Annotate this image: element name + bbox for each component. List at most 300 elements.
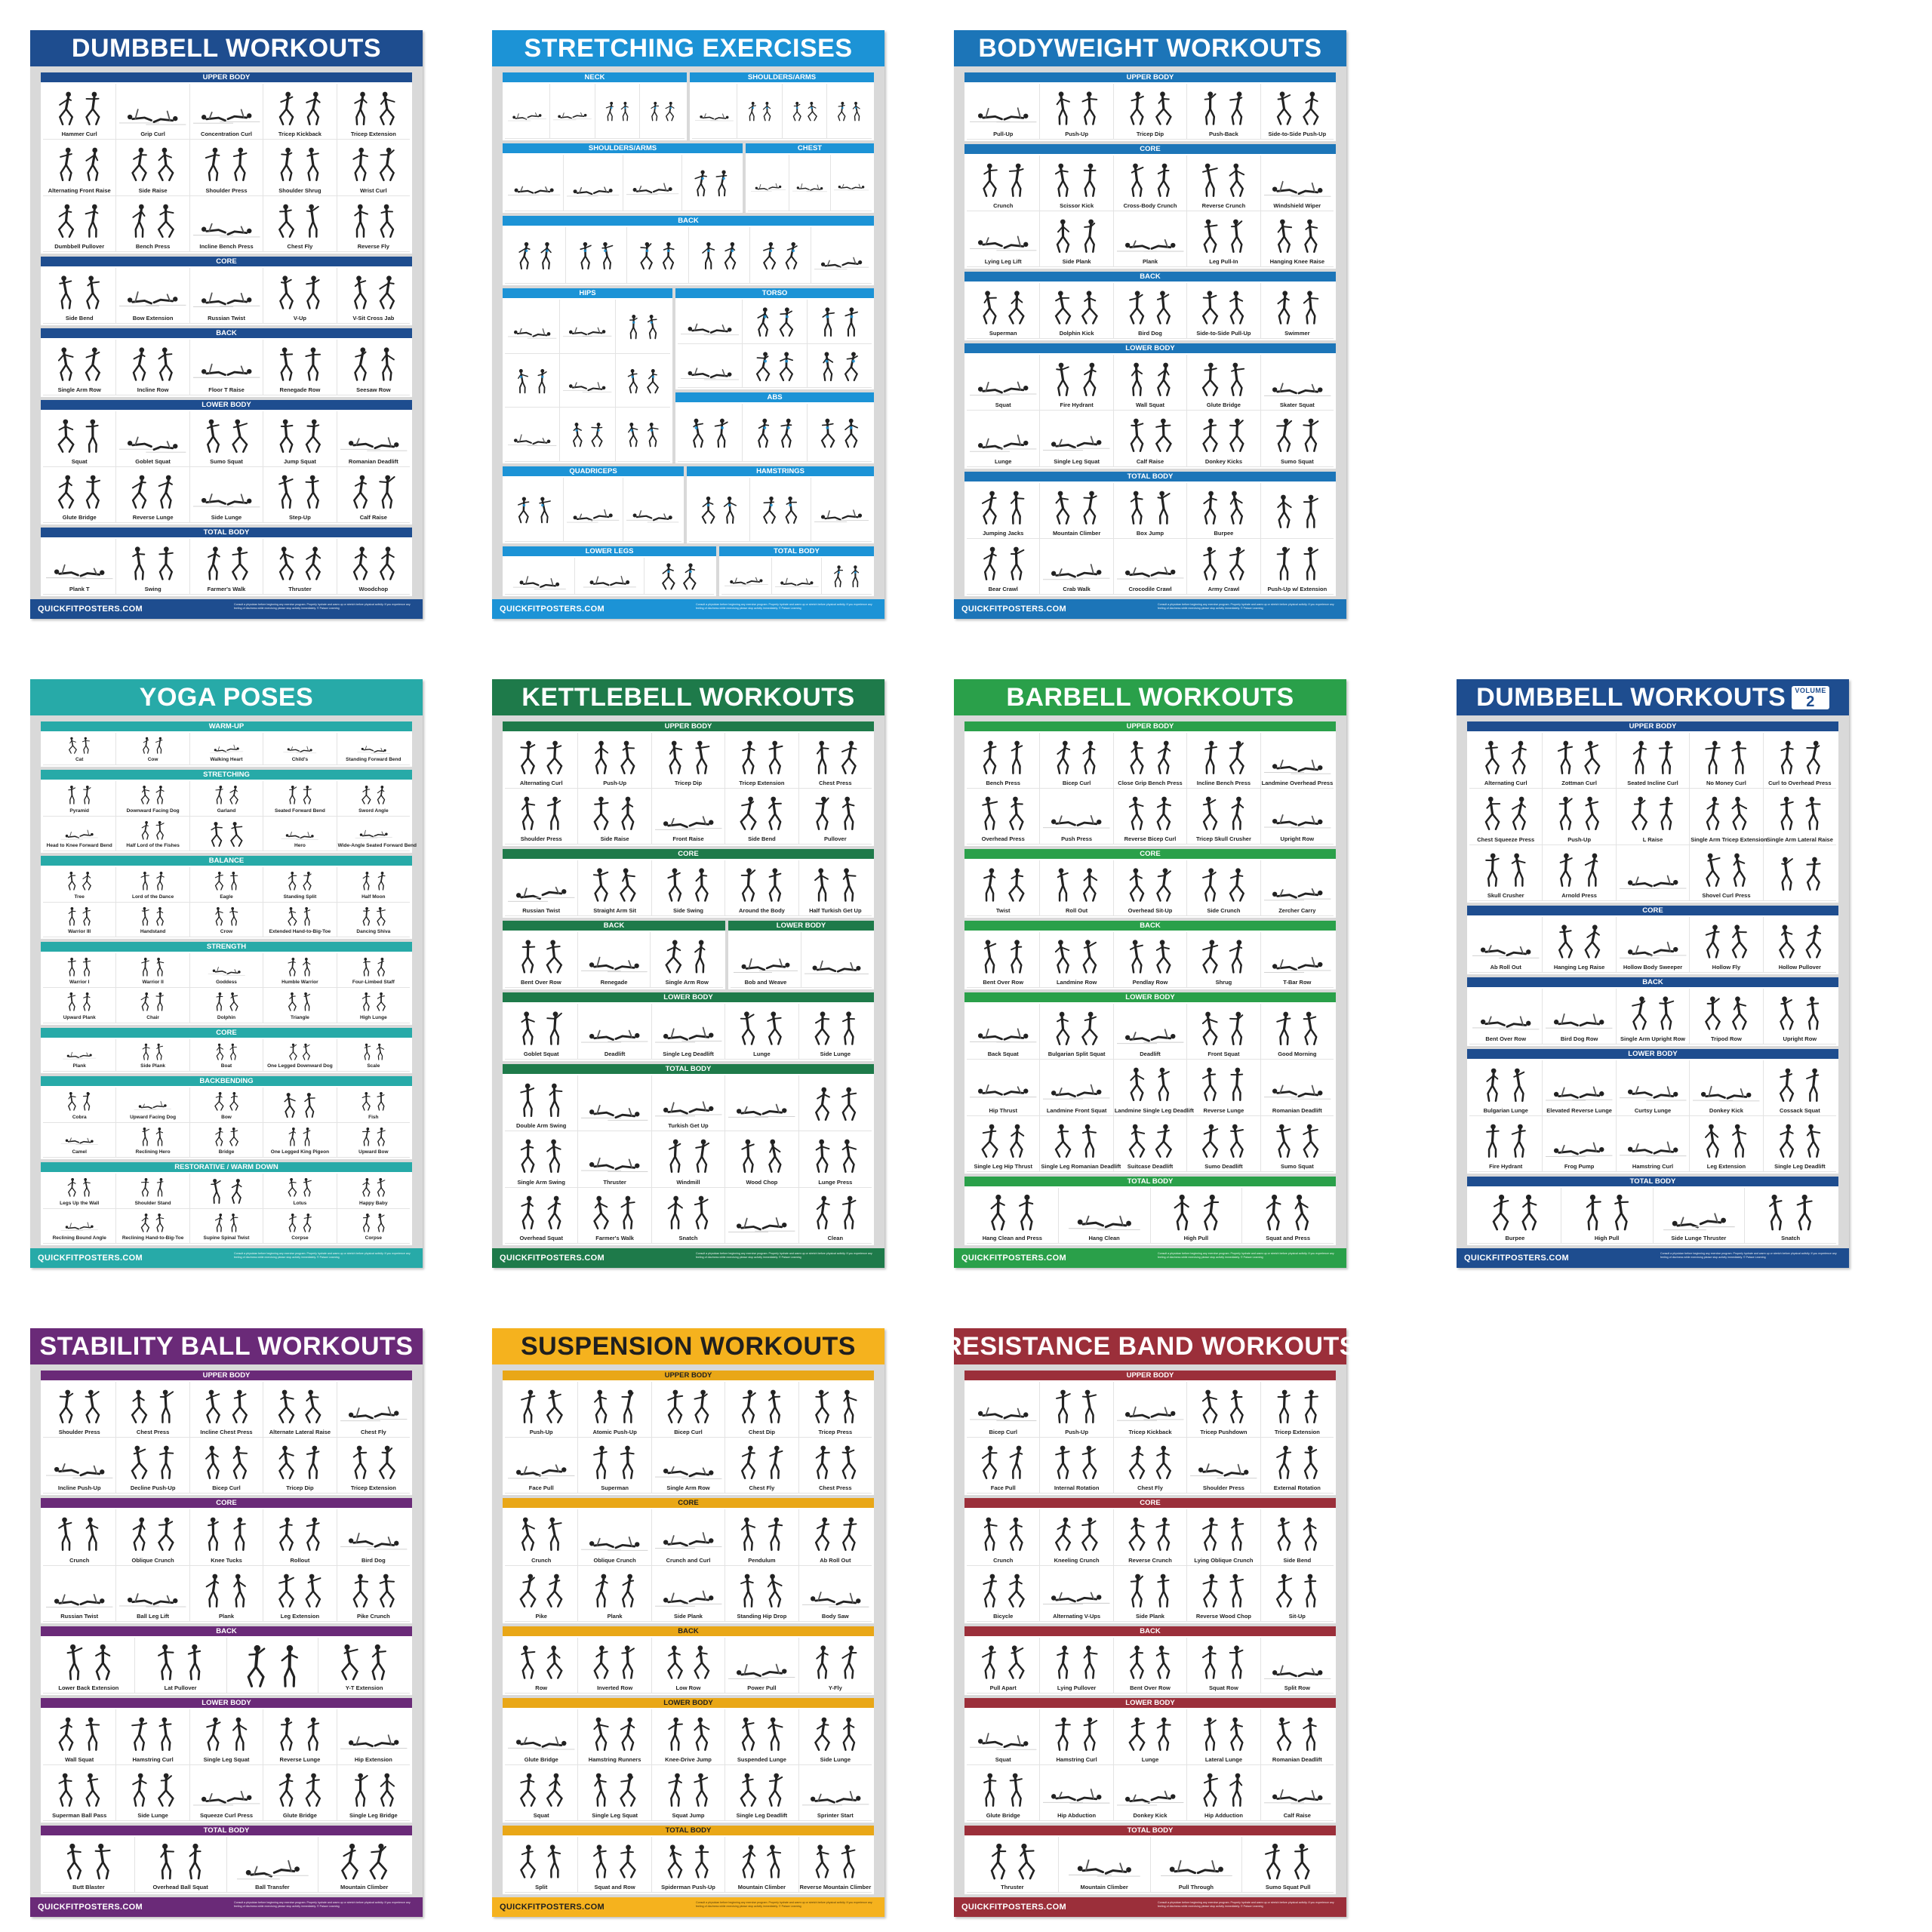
exercise-figure (1190, 1118, 1257, 1161)
section-lower-body (964, 1698, 1336, 1823)
poster-title-text: DUMBBELL WORKOUTS (1476, 682, 1786, 712)
exercise-label: Landmine Row (1056, 979, 1097, 986)
exercise-label: Ab Roll Out (820, 1556, 851, 1564)
exercise-figure (1190, 934, 1257, 977)
exercise-figure (1117, 1384, 1183, 1427)
footer-disclaimer: Consult a physician before beginning any exercise program. Properly hydrate and warm up or stretch before physical activity. If you experience any feeling of dizziness while exercising please stop activity immediately. © Palace Learning (234, 1252, 411, 1259)
exercise-cell (116, 1382, 189, 1438)
exercise-label: Swing (144, 585, 162, 592)
exercise-figure (340, 342, 407, 385)
exercise-label: Upward Plank (63, 1014, 96, 1020)
exercise-cell (190, 340, 263, 395)
exercise-row (505, 1188, 872, 1244)
exercise-figure (138, 1640, 223, 1683)
exercise-label: Incline Bench Press (199, 243, 254, 251)
exercise-cell (263, 817, 337, 851)
exercise-cell (1187, 733, 1260, 789)
exercise-label: Donkey Kick (1133, 1812, 1168, 1820)
exercise-cell (725, 1638, 798, 1694)
exercise-cell (116, 1209, 189, 1244)
exercise-row (967, 1765, 1334, 1821)
exercise-figure (802, 1640, 869, 1683)
exercise-cell (623, 478, 681, 542)
exercise-figure (1264, 1440, 1331, 1483)
exercise-figure (970, 214, 1036, 257)
exercise-cell (743, 404, 808, 462)
exercise-figure (563, 410, 611, 459)
exercise-figure (970, 934, 1036, 977)
exercise-grid (43, 781, 417, 851)
exercise-label: Glute Bridge (62, 514, 97, 521)
exercise-label: Superman Ball Pass (52, 1812, 107, 1820)
exercise-grid (678, 300, 872, 388)
exercise-figure (193, 541, 260, 584)
exercise-label: Reverse Mountain Climber (799, 1883, 872, 1890)
exercise-row (967, 733, 1334, 789)
exercise-label: Pyramid (69, 808, 90, 814)
poster-footer (492, 599, 884, 619)
exercise-cell (1543, 1060, 1616, 1116)
exercise-row (678, 300, 872, 344)
exercise-label: Bird Dog Row (1560, 1035, 1598, 1042)
section-core (1467, 906, 1838, 974)
exercise-label: Corpse (365, 1235, 383, 1241)
exercise-figure (508, 1384, 574, 1427)
exercise-label: Single Leg Squat (592, 1812, 638, 1820)
exercise-figure (1767, 1063, 1833, 1106)
exercise-figure (681, 302, 739, 341)
exercise-row (505, 1004, 872, 1060)
exercise-label: Skull Crusher (1487, 892, 1524, 900)
exercise-row (43, 1174, 410, 1208)
exercise-cell (43, 1123, 116, 1158)
exercise-figure (1264, 214, 1331, 257)
exercise-figure (508, 1078, 574, 1121)
exercise-cell (808, 404, 872, 462)
exercise-figure (266, 955, 333, 977)
section-back (964, 272, 1336, 340)
exercise-figure (1245, 1190, 1331, 1233)
exercise-label: Glute Bridge (986, 1812, 1020, 1820)
exercise-figure (1546, 1063, 1612, 1106)
exercise-cell (116, 781, 189, 816)
exercise-label: Standing Split (283, 894, 317, 900)
exercise-label: Dancing Shiva (356, 929, 391, 935)
exercise-figure (1117, 1568, 1183, 1611)
exercise-label: Shoulder Press (58, 1429, 100, 1436)
exercise-figure (1043, 1118, 1109, 1161)
exercise-cell (263, 1509, 337, 1565)
exercise-cell (263, 953, 337, 988)
section-core (964, 849, 1336, 918)
exercise-figure (970, 1512, 1036, 1555)
section-upper-body (964, 1371, 1336, 1495)
exercise-label: Overhead Squat (519, 1234, 563, 1241)
exercise-figure (681, 406, 739, 459)
exercise-figure (728, 1640, 795, 1683)
exercise-cell (967, 355, 1040, 411)
exercise-figure (598, 86, 637, 136)
section-core (41, 1498, 412, 1623)
exercise-label: Renegade (600, 979, 628, 986)
exercise-label: Squat and Row (594, 1883, 635, 1890)
exercise-figure (1117, 158, 1183, 201)
exercise-figure (1264, 735, 1331, 778)
exercise-row (505, 789, 872, 844)
exercise-label: No Money Curl (1706, 780, 1746, 787)
section-back (1467, 977, 1838, 1046)
exercise-figure (1117, 1440, 1183, 1483)
exercise-cell (799, 1382, 872, 1438)
exercise-label: Crunch (993, 1556, 1014, 1564)
exercise-figure (563, 356, 611, 405)
exercise-cell (337, 268, 410, 324)
exercise-cell (1187, 1060, 1260, 1115)
exercise-label: Side-to-Side Push-Up (1268, 130, 1327, 137)
exercise-figure (581, 735, 648, 778)
section-restorative-warm-down (41, 1162, 412, 1245)
exercise-grid (43, 1509, 410, 1621)
exercise-cell (578, 932, 651, 988)
exercise-figure (1043, 541, 1109, 584)
exercise-figure (1264, 1062, 1331, 1105)
exercise-figure (340, 1176, 407, 1198)
exercise-figure (563, 302, 611, 351)
exercise-figure (266, 469, 333, 512)
exercise-cell (263, 196, 337, 252)
exercise-label: Front Squat (1208, 1051, 1240, 1058)
exercise-figure (802, 1767, 869, 1810)
exercise-label: Frog Pump (1564, 1163, 1595, 1171)
exercise-row (505, 932, 723, 988)
exercise-cell (1261, 1638, 1334, 1694)
exercise-figure (1043, 86, 1109, 129)
exercise-figure (1264, 485, 1331, 536)
exercise-cell (1114, 211, 1187, 267)
exercise-row (967, 483, 1334, 539)
exercise-row (967, 1509, 1334, 1565)
section-header: TOTAL BODY (503, 1826, 874, 1835)
exercise-cell (263, 1709, 337, 1765)
exercise-cell (799, 789, 872, 844)
exercise-label: Corpse (291, 1235, 309, 1241)
exercise-row (967, 1566, 1334, 1622)
exercise-figure (1062, 1839, 1147, 1882)
exercise-cell (263, 1438, 337, 1494)
exercise-cell (1617, 789, 1690, 844)
exercise-cell (1187, 283, 1260, 339)
exercise-label: Straight Arm Sit (593, 907, 637, 915)
exercise-cell (505, 227, 566, 284)
exercise-label: L Raise (1642, 835, 1663, 843)
exercise-grid (43, 1638, 410, 1694)
poster-title (30, 30, 423, 66)
exercise-cell (505, 1638, 578, 1694)
exercise-cell (1690, 1116, 1763, 1172)
exercise-label: Lotus (293, 1200, 307, 1206)
exercise-label: Russian Twist (208, 314, 245, 321)
exercise-figure (1472, 735, 1539, 778)
poster-title (954, 30, 1346, 66)
exercise-cell (967, 1382, 1040, 1438)
exercise-label: Suspended Lunge (737, 1755, 786, 1763)
exercise-figure (1620, 791, 1686, 834)
exercise-grid (43, 1709, 410, 1821)
exercise-figure (266, 783, 333, 805)
exercise-cell (750, 478, 811, 542)
exercise-figure (581, 863, 648, 906)
exercise-figure (340, 955, 407, 977)
exercise-label: Superman (601, 1484, 629, 1492)
exercise-cell (190, 1382, 263, 1438)
exercise-label: Reverse Lunge (132, 514, 174, 521)
exercise-label: Deadlift (1140, 1051, 1161, 1058)
section-header: RESTORATIVE / WARM DOWN (41, 1162, 412, 1172)
exercise-label: Deadlift (604, 1050, 626, 1057)
exercise-cell (263, 1209, 337, 1244)
exercise-label: Alternating Curl (519, 780, 563, 787)
poster-title (492, 1328, 884, 1364)
exercise-cell (1040, 1638, 1113, 1694)
exercise-figure (970, 1712, 1036, 1755)
exercise-cell (505, 789, 578, 844)
exercise-label: Lunge (1141, 1755, 1159, 1763)
exercise-label: Side Lunge (820, 1050, 851, 1057)
exercise-row (43, 988, 410, 1023)
exercise-grid (43, 1382, 410, 1494)
exercise-label: Push-Up (1567, 835, 1592, 843)
exercise-label: Tricep Dip (674, 780, 703, 787)
exercise-cell (263, 340, 337, 395)
exercise-figure (266, 1767, 333, 1810)
section-header: UPPER BODY (503, 721, 874, 731)
exercise-cell (1151, 1188, 1243, 1244)
exercise-cell (116, 1088, 189, 1122)
exercise-cell (1261, 789, 1334, 844)
exercise-cell (1261, 483, 1334, 539)
exercise-cell (731, 932, 801, 988)
section-header: TOTAL BODY (41, 1826, 412, 1835)
exercise-figure (804, 934, 869, 985)
exercise-figure (581, 1078, 648, 1128)
exercise-figure (46, 1041, 112, 1061)
exercise-cell (1261, 1438, 1334, 1494)
exercise-cell (799, 1837, 872, 1893)
exercise-cell (578, 1509, 651, 1565)
exercise-cell (799, 1188, 872, 1244)
exercise-figure (340, 1767, 407, 1810)
exercise-grid (967, 1638, 1334, 1694)
exercise-figure (724, 560, 768, 592)
exercise-row (43, 1438, 410, 1494)
poster-barbell (954, 679, 1346, 1268)
exercise-figure (1264, 86, 1331, 129)
exercise-label: Shoulder Press (205, 186, 248, 194)
exercise-cell (967, 1509, 1040, 1565)
exercise-grid (731, 932, 872, 988)
exercise-cell (263, 1039, 337, 1072)
exercise-cell (721, 558, 772, 595)
exercise-figure (46, 541, 112, 584)
exercise-label: Incline Push-Up (57, 1484, 101, 1492)
exercise-grid (1469, 1188, 1836, 1244)
exercise-figure (340, 990, 407, 1012)
exercise-grid (505, 1382, 872, 1494)
exercise-cell (43, 1837, 135, 1893)
exercise-figure (1117, 1640, 1183, 1683)
exercise-figure (1190, 863, 1257, 906)
exercise-cell (1561, 1188, 1654, 1244)
exercise-cell (190, 1088, 263, 1122)
exercise-figure (811, 302, 869, 341)
exercise-label: Hollow Body Sweeper (1623, 963, 1683, 971)
exercise-cell (190, 781, 263, 816)
exercise-cell (578, 1004, 651, 1060)
exercise-cell (1114, 1382, 1187, 1438)
exercise-cell (43, 733, 116, 765)
exercise-figure (1264, 1712, 1331, 1755)
exercise-label: Roll Out (1066, 907, 1088, 915)
exercise-row (43, 1123, 410, 1158)
exercise-cell (1187, 84, 1260, 140)
section-back (41, 1626, 412, 1695)
exercise-grid (967, 1709, 1334, 1821)
exercise-figure (970, 1568, 1036, 1611)
exercise-figure (1264, 541, 1331, 584)
exercise-cell (799, 1709, 872, 1765)
exercise-figure (1043, 1512, 1109, 1555)
section-shoulders-arms (690, 72, 874, 140)
exercise-cell (116, 340, 189, 395)
exercise-grid (43, 268, 410, 324)
exercise-label: Dolphin (217, 1014, 236, 1020)
exercise-figure (340, 541, 407, 584)
exercise-figure (119, 1211, 186, 1233)
exercise-figure (1043, 1062, 1109, 1105)
exercise-cell (505, 1438, 578, 1494)
exercise-label: Crab Walk (1063, 586, 1091, 592)
section-lower-body (503, 992, 874, 1061)
exercise-cell (135, 1638, 227, 1694)
exercise-figure (1264, 158, 1331, 201)
exercise-figure (1472, 791, 1539, 834)
exercise-cell (967, 211, 1040, 267)
exercise-label: Chest Fly (749, 1484, 775, 1492)
exercise-cell (725, 1566, 798, 1622)
exercise-grid (505, 558, 714, 595)
exercise-label: Thruster (1001, 1883, 1024, 1890)
exercise-figure (655, 791, 721, 834)
footer-site-link: QUICKFITPOSTERS.COM (38, 605, 143, 614)
exercise-label: Bent Over Row (520, 979, 561, 986)
exercise-cell (1114, 84, 1187, 140)
exercise-figure (1264, 934, 1331, 977)
exercise-figure (266, 1712, 333, 1755)
exercise-figure (1472, 848, 1539, 891)
exercise-figure (46, 414, 112, 457)
exercise-label: Tricep Extension (350, 131, 396, 138)
exercise-cell (227, 1638, 319, 1694)
exercise-row (1469, 1188, 1836, 1244)
exercise-label: Reverse Crunch (1128, 1556, 1172, 1564)
exercise-label: Plank (72, 1063, 86, 1069)
exercise-cell (116, 1438, 189, 1494)
exercise-label: Bear Crawl (988, 586, 1018, 592)
exercise-figure (802, 1712, 869, 1755)
exercise-label: Pike Crunch (356, 1612, 390, 1620)
exercise-label: Step-Up (289, 514, 311, 521)
exercise-cell (505, 408, 560, 462)
exercise-label: Bob and Weave (744, 979, 787, 986)
exercise-cell (1261, 155, 1334, 211)
exercise-cell (190, 84, 263, 140)
section-header: TOTAL BODY (1467, 1177, 1838, 1186)
exercise-label: Twist (995, 907, 1011, 915)
exercise-label: Lunge (994, 457, 1012, 465)
exercise-label: Single Leg Bridge (349, 1812, 398, 1820)
exercise-figure (119, 1767, 186, 1810)
section-header: LOWER BODY (964, 343, 1336, 353)
exercise-cell (190, 953, 263, 988)
footer-site-link: QUICKFITPOSTERS.COM (961, 1903, 1066, 1912)
exercise-label: Hip Adduction (1204, 1812, 1243, 1820)
exercise-figure (508, 934, 574, 977)
section-header: UPPER BODY (41, 72, 412, 82)
exercise-label: Tricep Kickback (1128, 1429, 1172, 1436)
exercise-label: Reverse Fly (357, 243, 389, 251)
exercise-label: Concentration Curl (201, 131, 252, 138)
exercise-cell (337, 1123, 410, 1158)
section-back (964, 1626, 1336, 1695)
exercise-cell (1114, 1638, 1187, 1694)
exercise-label: Woodchop (358, 585, 389, 592)
exercise-row (1469, 733, 1836, 789)
exercise-figure (970, 791, 1036, 834)
exercise-cell (725, 1075, 798, 1131)
exercise-figure (119, 86, 186, 129)
exercise-cell (190, 1039, 263, 1072)
exercise-label: Side Bend (65, 314, 94, 321)
section-lower-body (41, 1698, 412, 1823)
exercise-row (505, 1075, 872, 1131)
exercise-figure (1043, 158, 1109, 201)
exercise-label: Cross-Body Crunch (1123, 202, 1177, 210)
exercise-figure (193, 270, 260, 313)
exercise-label: Bicep Curl (1062, 780, 1091, 787)
section-core (503, 849, 874, 918)
exercise-cell (560, 354, 615, 408)
exercise-cell (337, 1566, 410, 1622)
exercise-label: Hero (294, 843, 306, 849)
exercise-grid (967, 1509, 1334, 1621)
exercise-cell (799, 1509, 872, 1565)
exercise-cell (1764, 989, 1836, 1044)
section-back (964, 921, 1336, 989)
exercise-row (43, 1509, 410, 1565)
exercise-figure (266, 86, 333, 129)
footer-disclaimer: Consult a physician before beginning any exercise program. Properly hydrate and warm up or stretch before physical activity. If you experience any feeling of dizziness while exercising please stop activity immediately. © Palace Learning (1158, 1252, 1334, 1259)
exercise-cell (1261, 1566, 1334, 1622)
exercise-label: Glute Bridge (524, 1755, 558, 1763)
exercise-cell (190, 1438, 263, 1494)
exercise-cell (808, 300, 872, 344)
section-total-body (964, 1177, 1336, 1245)
exercise-figure (340, 735, 407, 755)
exercise-cell (43, 1382, 116, 1438)
section-total-body (503, 1064, 874, 1245)
exercise-figure (508, 229, 562, 281)
exercise-cell (1114, 355, 1187, 411)
